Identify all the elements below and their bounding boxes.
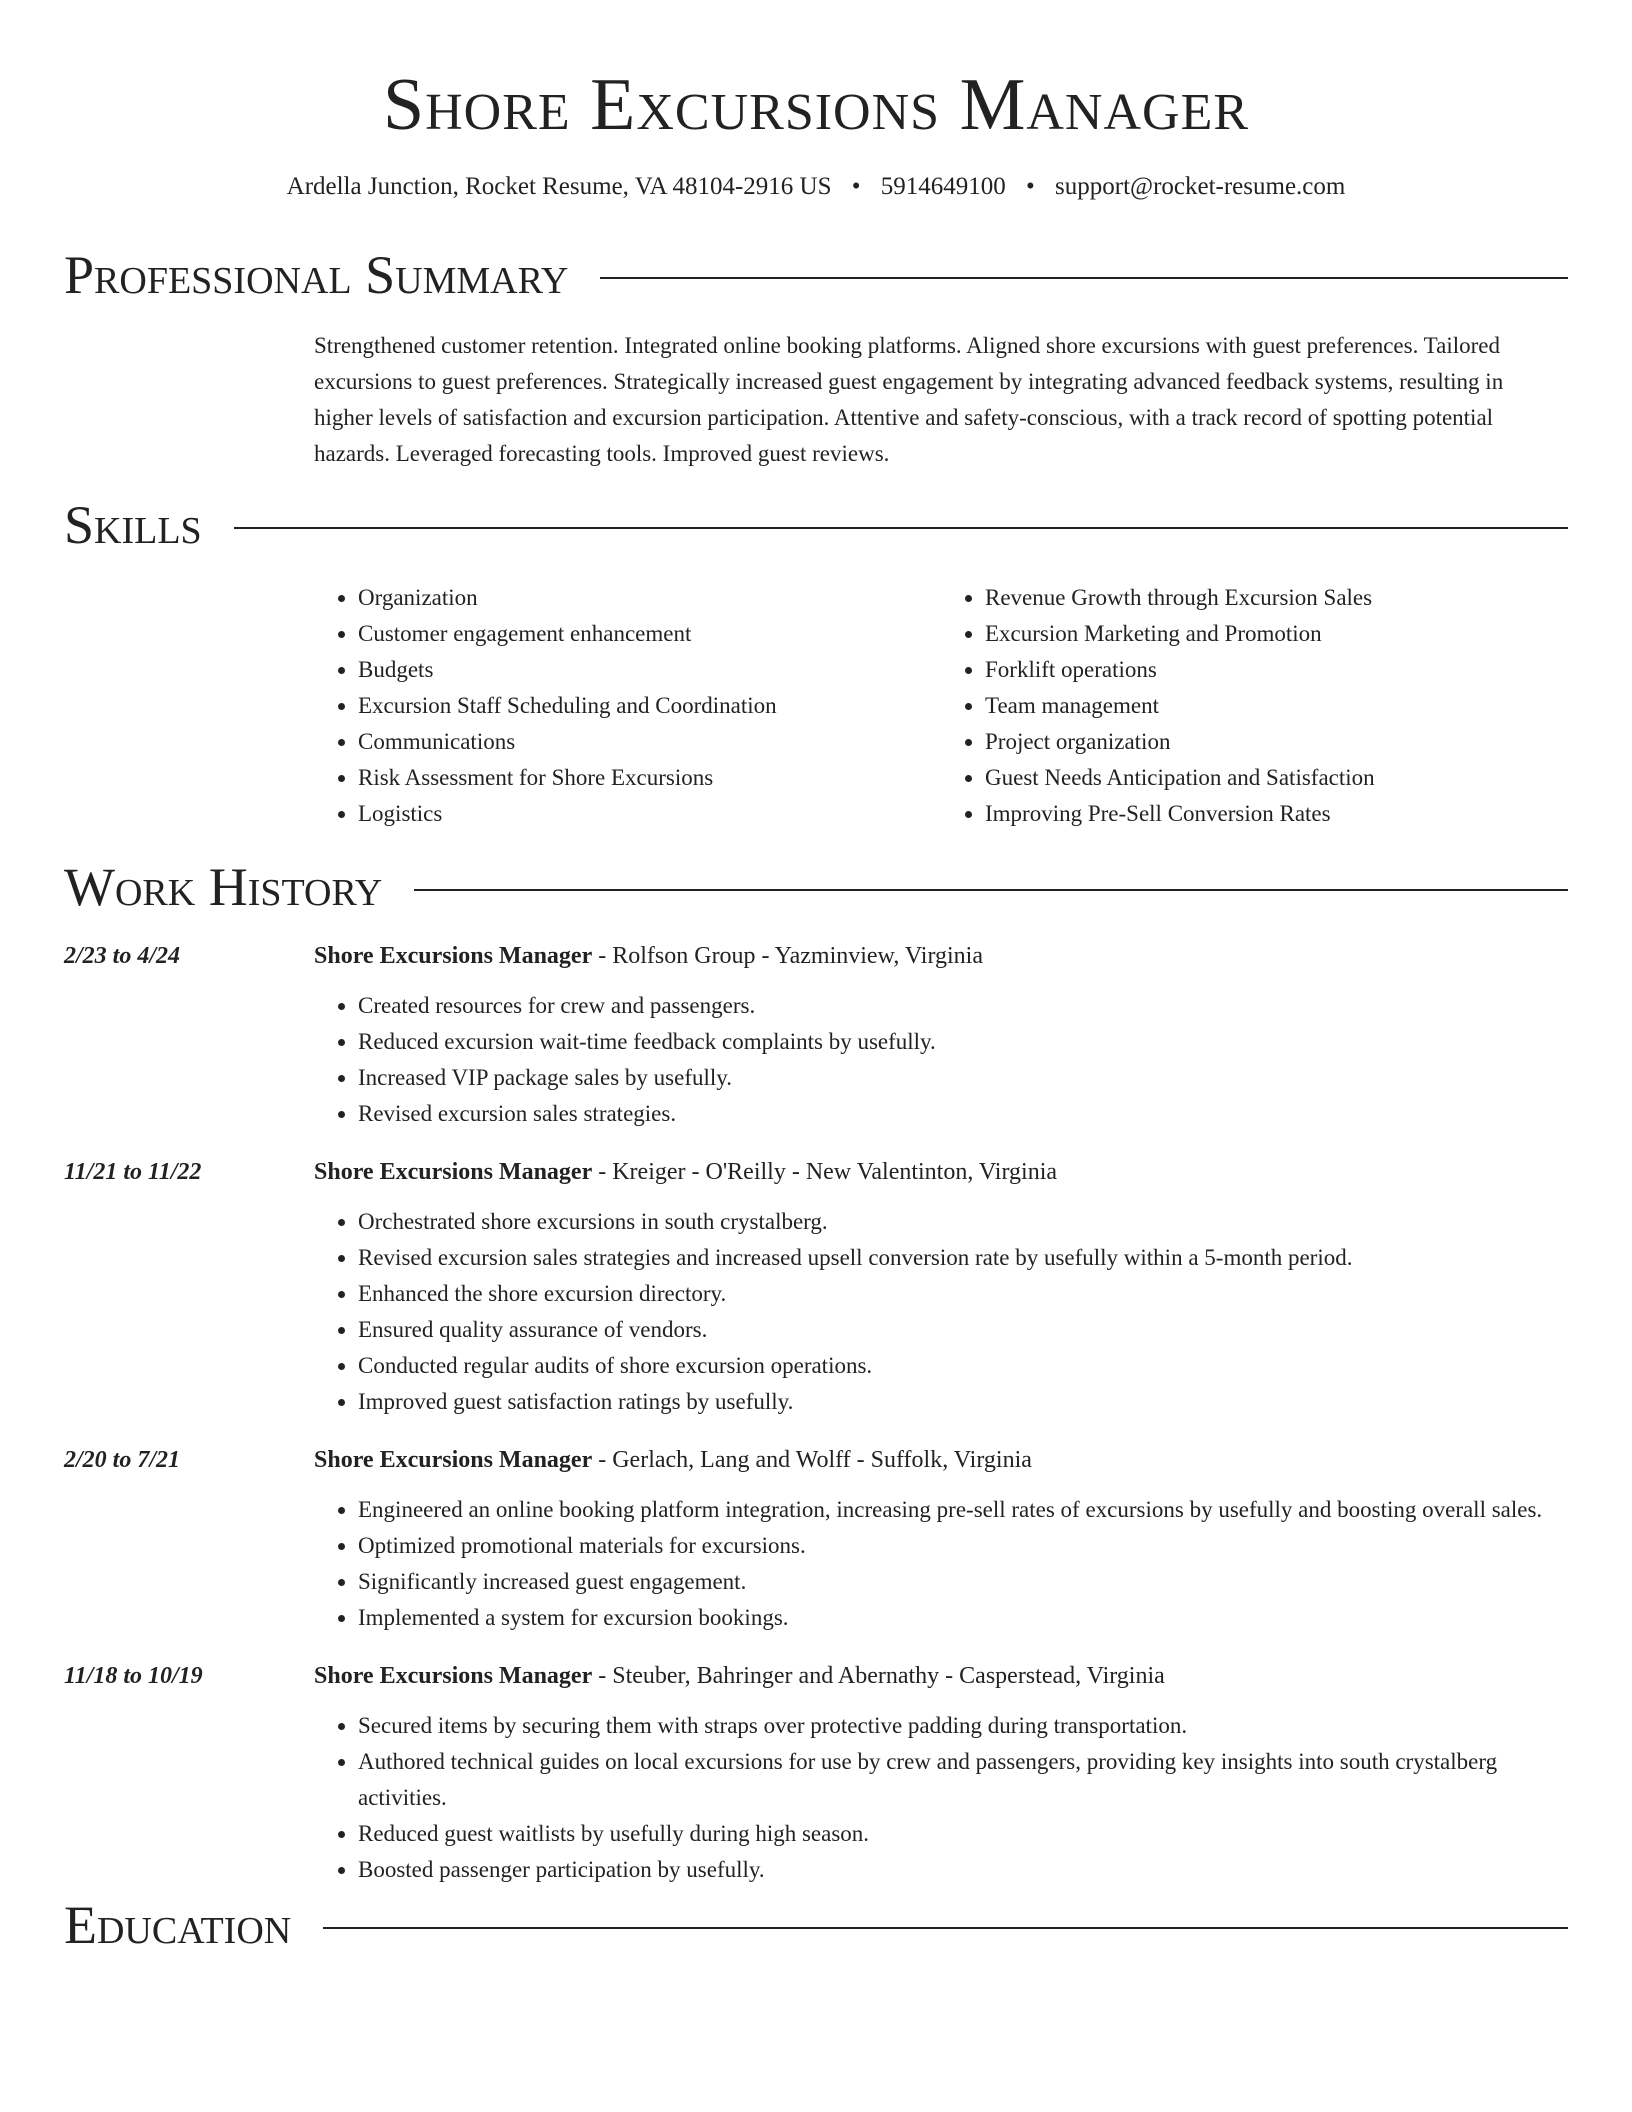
skill-item: • Budgets [358, 652, 941, 688]
contact-separator: • [1026, 173, 1035, 200]
job-bullet: • Ensured quality assurance of vendors. [358, 1312, 1568, 1348]
job-title-line [314, 1442, 1568, 1478]
contact-separator: • [851, 173, 861, 200]
job-bullet: • Implemented a system for excursion bookings. [358, 1600, 1568, 1636]
job-bullet: • Improved guest satisfaction ratings by usefully. [358, 1384, 1568, 1420]
skill-item: • Improving Pre-Sell Conversion Rates [985, 796, 1568, 832]
job-details [314, 938, 1568, 1132]
job-bullet: • Boosted passenger participation by usefully. [358, 1852, 1568, 1888]
job-dates: 2/23 to 4/24 [64, 943, 181, 969]
job-details [314, 1154, 1568, 1420]
section-divider [414, 889, 1568, 891]
section-divider [600, 277, 1568, 279]
skills-grid [314, 580, 1568, 832]
job-title: Shore Excursions Manager [314, 1159, 593, 1185]
education-section-header [64, 1892, 1568, 1958]
skill-item: • Risk Assessment for Shore Excursions [358, 760, 941, 796]
contact-line [64, 170, 1568, 204]
section-divider [323, 1927, 1568, 1929]
job-title-line [314, 1658, 1568, 1694]
job-entry [64, 938, 1568, 1132]
work-history-list [64, 938, 1568, 1888]
job-company-location: - Rolfson Group - Yazminview, Virginia [592, 943, 983, 969]
job-bullet: • Reduced guest waitlists by usefully during high season. [358, 1816, 1568, 1852]
job-company-location: - Kreiger - O'Reilly - New Valentinton, Virginia [592, 1159, 1058, 1185]
contact-address: Ardella Junction, Rocket Resume, VA 48104-2916 US [286, 173, 832, 200]
skills-right-column [941, 580, 1568, 832]
skill-item: • Guest Needs Anticipation and Satisfaction [985, 760, 1568, 796]
skill-item: • Forklift operations [985, 652, 1568, 688]
job-details [314, 1658, 1568, 1888]
job-bullet: • Enhanced the shore excursion directory. [358, 1276, 1568, 1312]
job-title-line [314, 1154, 1568, 1190]
job-bullet: • Increased VIP package sales by usefully. [358, 1060, 1568, 1096]
summary-section-header [64, 242, 1568, 308]
job-bullet-list [314, 1204, 1568, 1420]
job-bullet: • Revised excursion sales strategies and increased upsell conversion rate by usefully within a 5-month period. [358, 1240, 1568, 1276]
summary-text: Strengthened customer retention. Integrated online booking platforms. Aligned shore excursions with guest preferences. Tailored excursions to guest preferences. Strategically increased guest engagement by integrating advanced feedback systems, resulting in higher levels of satisfaction and excursion participation. Attentive and safety-conscious, with a track record of spotting potential hazards. Leveraged forecasting tools. Improved guest reviews. [314, 333, 1504, 466]
contact-email: support@rocket-resume.com [1055, 173, 1346, 200]
job-title: Shore Excursions Manager [314, 1447, 593, 1473]
job-entry [64, 1154, 1568, 1420]
job-bullet: • Significantly increased guest engagement. [358, 1564, 1568, 1600]
job-bullet-list [314, 1492, 1568, 1636]
job-bullet: • Orchestrated shore excursions in south crystalberg. [358, 1204, 1568, 1240]
section-divider [234, 527, 1568, 529]
job-title: Shore Excursions Manager [314, 943, 593, 969]
skill-item: • Logistics [358, 796, 941, 832]
work-section-title: Work History [64, 857, 383, 917]
job-details [314, 1442, 1568, 1636]
resume-page [64, 0, 1568, 1958]
skill-item: • Organization [358, 580, 941, 616]
skills-section-header [64, 492, 1568, 558]
job-bullet: • Reduced excursion wait-time feedback complaints by usefully. [358, 1024, 1568, 1060]
job-bullet: • Optimized promotional materials for excursions. [358, 1528, 1568, 1564]
job-bullet-list [314, 988, 1568, 1132]
job-bullet: • Conducted regular audits of shore excursion operations. [358, 1348, 1568, 1384]
skill-item: • Project organization [985, 724, 1568, 760]
job-title: Shore Excursions Manager [314, 1663, 593, 1689]
resume-name: Shore Excursions Manager [382, 64, 1250, 146]
job-dates: 2/20 to 7/21 [64, 1447, 181, 1473]
summary-section-title: Professional Summary [64, 245, 569, 305]
work-section-header [64, 854, 1568, 920]
job-company-location: - Steuber, Bahringer and Abernathy - Casperstead, Virginia [592, 1663, 1165, 1689]
skill-item: • Revenue Growth through Excursion Sales [985, 580, 1568, 616]
job-bullet: • Secured items by securing them with straps over protective padding during transportation. [358, 1708, 1568, 1744]
education-section-title: Education [64, 1895, 292, 1955]
job-bullet: • Engineered an online booking platform integration, increasing pre-sell rates of excursions by usefully and boosting overall sales. [358, 1492, 1568, 1528]
skills-section-title: Skills [64, 495, 202, 555]
skill-item: • Team management [985, 688, 1568, 724]
skill-item: • Excursion Staff Scheduling and Coordination [358, 688, 941, 724]
job-bullet: • Revised excursion sales strategies. [358, 1096, 1568, 1132]
job-title-line [314, 938, 1568, 974]
job-entry [64, 1658, 1568, 1888]
skills-left-column [314, 580, 941, 832]
job-bullet-list [314, 1708, 1568, 1888]
job-entry [64, 1442, 1568, 1636]
job-dates: 11/18 to 10/19 [64, 1663, 203, 1689]
skill-item: • Communications [358, 724, 941, 760]
job-dates: 11/21 to 11/22 [64, 1159, 202, 1185]
job-bullet: • Created resources for crew and passengers. [358, 988, 1568, 1024]
skill-item: • Customer engagement enhancement [358, 616, 941, 652]
job-company-location: - Gerlach, Lang and Wolff - Suffolk, Virginia [592, 1447, 1032, 1473]
job-bullet: • Authored technical guides on local excursions for use by crew and passengers, providing key insights into south crystalberg activities. [358, 1744, 1568, 1816]
contact-phone: 5914649100 [880, 173, 1006, 200]
skill-item: • Excursion Marketing and Promotion [985, 616, 1568, 652]
